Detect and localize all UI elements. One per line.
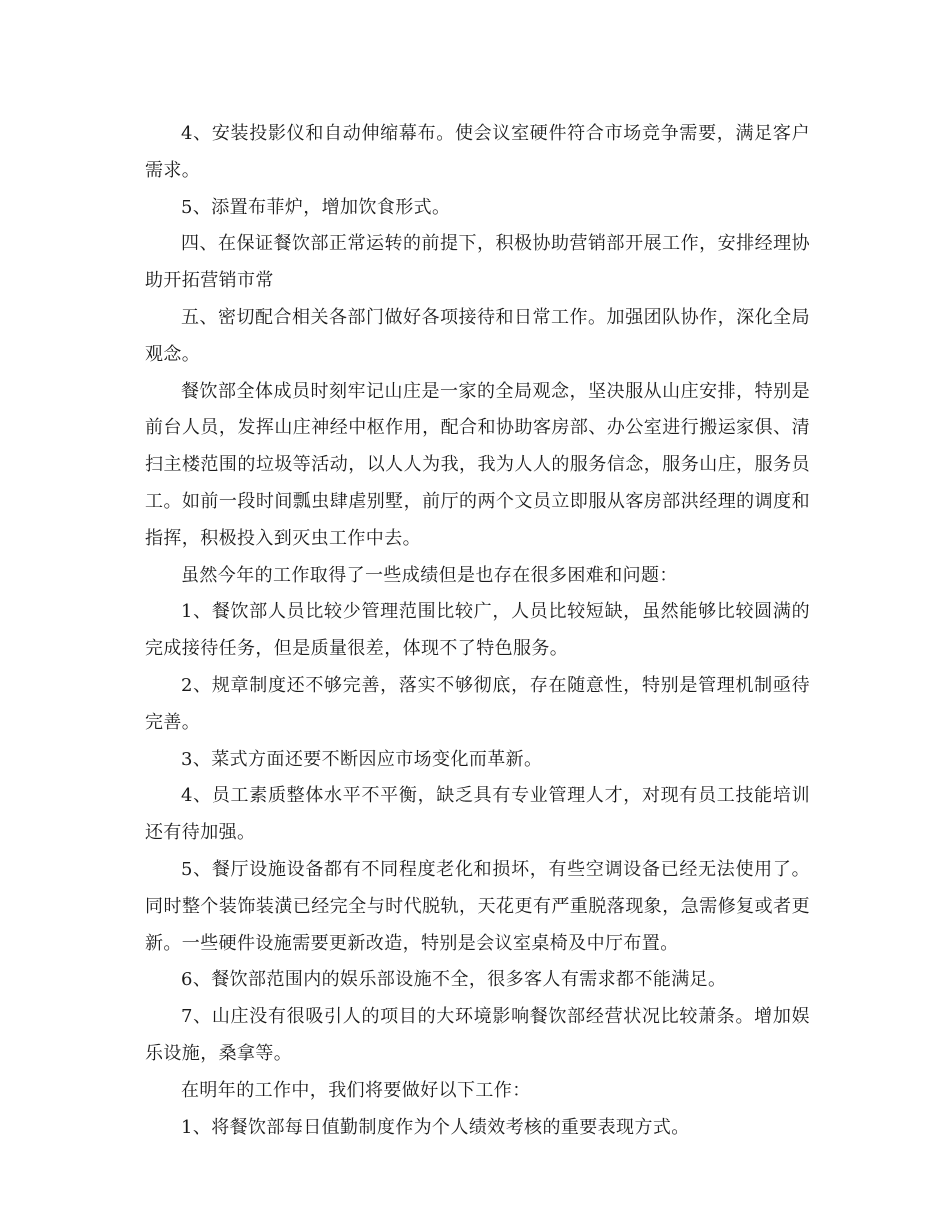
paragraph-cooperation: 五、密切配合相关各部门做好各项接待和日常工作。加强团队协作，深化全局观念。 <box>145 306 810 365</box>
document-body <box>145 116 810 1146</box>
paragraph-problem-7: 7、山庄没有很吸引人的项目的大环境影响餐饮部经营状况比较萧条。增加娱乐设施，桑拿等。 <box>145 1006 810 1064</box>
paragraph-problem-2: 2、规章制度还不够完善，落实不够彻底，存在随意性，特别是管理机制亟待完善。 <box>145 674 810 733</box>
paragraph-next-year-intro: 在明年的工作中，我们将要做好以下工作： <box>181 1079 531 1101</box>
paragraph-problems-intro: 虽然今年的工作取得了一些成绩但是也存在很多困难和问题： <box>181 564 678 586</box>
paragraph-problem-6: 6、餐饮部范围内的娱乐部设施不全，很多客人有需求都不能满足。 <box>181 969 727 991</box>
paragraph-next-year-1: 1、将餐饮部每日值勤制度作为个人绩效考核的重要表现方式。 <box>181 1116 690 1138</box>
paragraph-problem-3: 3、菜式方面还要不断因应市场变化而革新。 <box>181 748 543 770</box>
paragraph-assist-marketing: 四、在保证餐饮部正常运转的前提下，积极协助营销部开展工作，安排经理协助开拓营销市常 <box>145 233 810 292</box>
paragraph-problem-4: 4、员工素质整体水平不平衡，缺乏具有专业管理人才，对现有员工技能培训还有待加强。 <box>145 785 810 844</box>
paragraph-projector-screen: 4、安装投影仪和自动伸缩幕布。使会议室硬件符合市场竞争需要，满足客户需求。 <box>145 123 810 181</box>
paragraph-buffet-stove: 5、添置布菲炉，增加饮食形式。 <box>181 196 451 218</box>
paragraph-team-spirit: 餐饮部全体成员时刻牢记山庄是一家的全局观念，坚决服从山庄安排，特别是前台人员，发挥山庄神经中枢作用，配合和协助客房部、办公室进行搬运家俱、清扫主楼范围的垃圾等活动，以人人为我，我为人人的服务信念，服务山庄，服务员工。如前一段时间瓢虫肆虐别墅，前厅的两个文员立即服从客房部洪经理的调度和指挥，积极投入到灭虫工作中去。 <box>145 380 810 549</box>
paragraph-problem-1: 1、餐饮部人员比较少管理范围比较广，人员比较短缺，虽然能够比较圆满的完成接待任务，但是质量很差，体现不了特色服务。 <box>145 601 810 660</box>
paragraph-problem-5: 5、餐厅设施设备都有不同程度老化和损坏，有些空调设备已经无法使用了。同时整个装饰装潢已经完全与时代脱轨，天花更有严重脱落现象，急需修复或者更新。一些硬件设施需要更新改造，特别是会议室桌椅及中厅布置。 <box>145 858 810 954</box>
